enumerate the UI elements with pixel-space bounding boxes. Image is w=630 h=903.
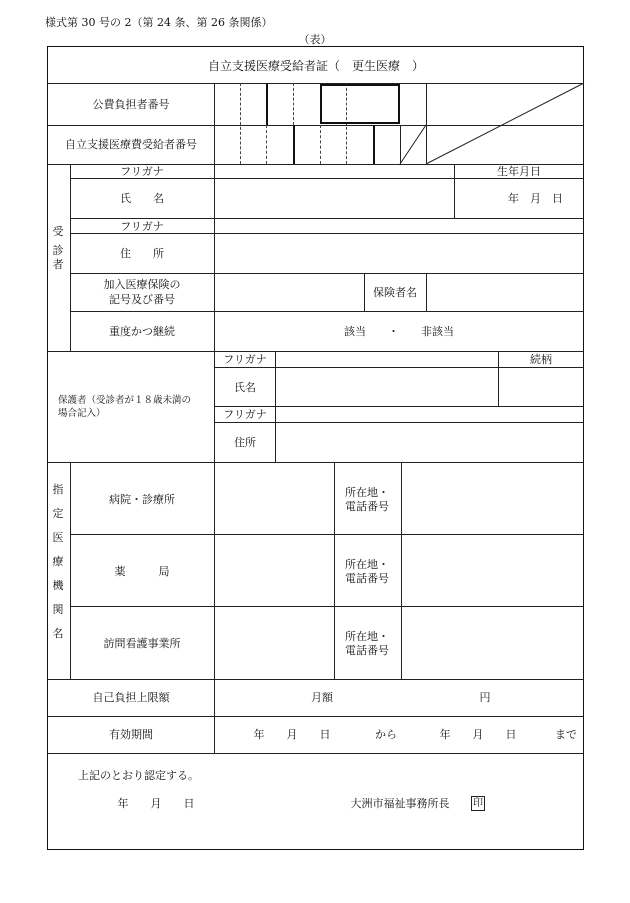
pharmacy-location-line1: 所在地・	[345, 558, 389, 571]
guardian-name-label: 氏名	[234, 381, 256, 394]
insurance-label-line2: 記号及び番号	[109, 293, 175, 306]
guardian-label-line1: 保護者（受診者が１８歳未満の	[58, 395, 192, 406]
name-label: 氏 名	[120, 192, 164, 205]
address-furigana-label: フリガナ	[120, 220, 164, 233]
issuer-name: 大洲市福祉事務所長	[350, 797, 450, 810]
severe-continuous-label: 重度かつ継続	[109, 325, 175, 338]
validity-from-date: 年 月 日	[253, 728, 331, 741]
insurer-name-label: 保険者名	[373, 286, 417, 299]
recipient-number-label: 自立支援医療費受給者番号	[65, 138, 197, 151]
validity-until: まで	[555, 728, 577, 741]
nursing-location-line2: 電話番号	[345, 644, 389, 657]
hospital-location-line1: 所在地・	[345, 486, 389, 499]
guardian-furigana-label: フリガナ	[223, 353, 267, 366]
side-label: （表）	[298, 33, 332, 46]
pharmacy-location-line2: 電話番号	[345, 572, 389, 585]
nursing-label: 訪問看護事業所	[103, 637, 181, 650]
hospital-location-line2: 電話番号	[345, 500, 389, 513]
patient-group-label: 受 診 者	[52, 225, 64, 271]
birth-date-label: 生年月日	[497, 165, 541, 178]
relationship-label: 続柄	[530, 353, 552, 366]
limit-label: 自己負担上限額	[92, 691, 170, 704]
address-label: 住 所	[120, 247, 164, 260]
validity-to-date: 年 月 日	[439, 728, 517, 741]
form-title: 自立支援医療受給者証（ 更生医療 ）	[207, 59, 425, 73]
public-payer-number-label: 公費負担者番号	[92, 98, 170, 111]
guardian-address-label: 住所	[234, 436, 256, 449]
institution-group-label: 指 定 医 療 機 関 名	[52, 483, 64, 640]
yen-label: 円	[479, 691, 491, 704]
hospital-label: 病院・診療所	[109, 493, 175, 506]
seal-mark: 印	[473, 798, 483, 809]
furigana-label: フリガナ	[120, 165, 164, 178]
birth-date-value: 年 月 日	[508, 192, 563, 205]
applicable-choice: 該当 ・ 非該当	[344, 325, 454, 338]
form-number: 様式第 30 号の 2（第 24 条、第 26 条関係）	[45, 16, 273, 29]
monthly-label: 月額	[311, 691, 333, 704]
certify-date: 年 月 日	[117, 797, 195, 810]
pharmacy-label: 薬 局	[114, 565, 170, 578]
nursing-location-line1: 所在地・	[345, 630, 389, 643]
insurance-label-line1: 加入医療保険の	[103, 278, 181, 291]
certify-text: 上記のとおり認定する。	[78, 769, 199, 782]
guardian-label-line2: 場合記入）	[58, 408, 106, 419]
validity-label: 有効期間	[109, 728, 153, 741]
validity-from: から	[375, 728, 397, 741]
guardian-furigana2-label: フリガナ	[223, 408, 267, 421]
